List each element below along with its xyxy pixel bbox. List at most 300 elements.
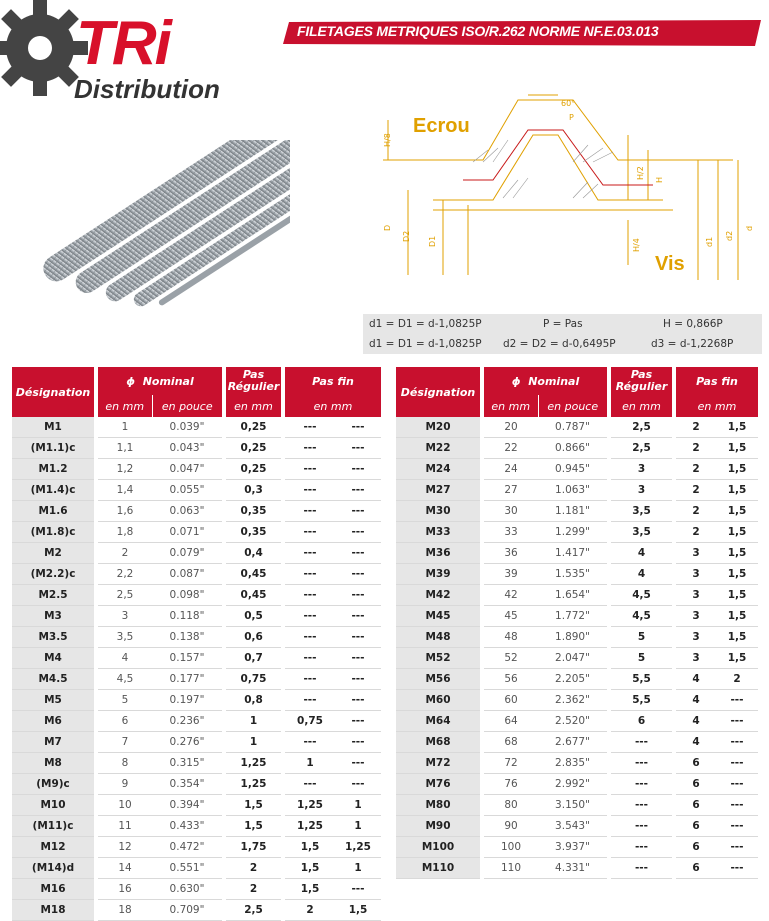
table-row bbox=[12, 522, 381, 543]
diameter-inch-cell: 0.177" bbox=[152, 669, 222, 690]
diameter-inch-cell: 2.520" bbox=[538, 711, 607, 732]
table-row bbox=[396, 774, 758, 795]
designation-cell: M1.6 bbox=[12, 501, 94, 522]
designation-cell: M10 bbox=[12, 795, 94, 816]
diameter-mm-cell: 20 bbox=[484, 417, 538, 438]
col-nominal-label: Nominal bbox=[142, 374, 194, 388]
pitch-fine-1-cell: --- bbox=[285, 480, 335, 501]
designation-cell: M72 bbox=[396, 753, 480, 774]
designation-cell: (M1.4)c bbox=[12, 480, 94, 501]
pitch-fine-2-cell: --- bbox=[335, 585, 381, 606]
diameter-mm-cell: 56 bbox=[484, 669, 538, 690]
pitch-fine-2-cell: 1,5 bbox=[716, 438, 758, 459]
pitch-fine-2-cell: 1,5 bbox=[716, 543, 758, 564]
pitch-fine-1-cell: 4 bbox=[676, 732, 716, 753]
title-banner bbox=[283, 20, 761, 46]
pitch-regular-cell: 2 bbox=[226, 879, 281, 900]
diameter-inch-cell: 0.087" bbox=[152, 564, 222, 585]
pitch-regular-cell: 3 bbox=[611, 459, 672, 480]
table-row bbox=[12, 690, 381, 711]
pitch-fine-2-cell: --- bbox=[716, 816, 758, 837]
col-designation: Désignation bbox=[396, 367, 480, 417]
designation-cell: M36 bbox=[396, 543, 480, 564]
table-row bbox=[12, 501, 381, 522]
diameter-mm-cell: 2 bbox=[98, 543, 152, 564]
designation-cell: (M9)c bbox=[12, 774, 94, 795]
pitch-fine-1-cell: 6 bbox=[676, 837, 716, 858]
diameter-mm-cell: 110 bbox=[484, 858, 538, 879]
diameter-mm-cell: 76 bbox=[484, 774, 538, 795]
table-row bbox=[396, 564, 758, 585]
pitch-fine-2-cell: --- bbox=[335, 648, 381, 669]
col-pas-fin: Pas fin bbox=[676, 367, 758, 395]
pitch-fine-2-cell: --- bbox=[335, 711, 381, 732]
pitch-regular-cell: 5 bbox=[611, 648, 672, 669]
pitch-fine-2-cell: 1 bbox=[335, 795, 381, 816]
designation-cell: M2.5 bbox=[12, 585, 94, 606]
pitch-fine-1-cell: --- bbox=[285, 648, 335, 669]
pitch-regular-cell: 0,25 bbox=[226, 438, 281, 459]
col-nominal-label: Nominal bbox=[528, 374, 580, 388]
pitch-fine-1-cell: --- bbox=[285, 417, 335, 438]
pitch-regular-cell: 2 bbox=[226, 858, 281, 879]
diameter-mm-cell: 7 bbox=[98, 732, 152, 753]
table-row bbox=[396, 459, 758, 480]
diameter-mm-cell: 68 bbox=[484, 732, 538, 753]
table-row bbox=[12, 711, 381, 732]
designation-cell: (M14)d bbox=[12, 858, 94, 879]
designation-cell: M80 bbox=[396, 795, 480, 816]
table-row bbox=[396, 858, 758, 879]
diameter-inch-cell: 1.654" bbox=[538, 585, 607, 606]
diameter-inch-cell: 3.150" bbox=[538, 795, 607, 816]
formula-text: d1 = D1 = d-1,0825P bbox=[369, 318, 482, 330]
pitch-fine-2-cell: 2 bbox=[716, 669, 758, 690]
pitch-fine-2-cell: --- bbox=[335, 480, 381, 501]
table-row bbox=[12, 795, 381, 816]
phi-symbol: ϕ bbox=[511, 374, 521, 388]
pitch-fine-1-cell: 3 bbox=[676, 543, 716, 564]
pitch-fine-1-cell: 3 bbox=[676, 606, 716, 627]
pitch-fine-1-cell: --- bbox=[285, 501, 335, 522]
pitch-fine-1-cell: 1,5 bbox=[285, 858, 335, 879]
diameter-inch-cell: 2.677" bbox=[538, 732, 607, 753]
designation-cell: M56 bbox=[396, 669, 480, 690]
designation-cell: M7 bbox=[12, 732, 94, 753]
pitch-regular-cell: 0,75 bbox=[226, 669, 281, 690]
designation-cell: (M2.2)c bbox=[12, 564, 94, 585]
pitch-regular-cell: 0,8 bbox=[226, 690, 281, 711]
h-label: H bbox=[655, 176, 664, 183]
pitch-fine-1-cell: --- bbox=[285, 585, 335, 606]
pitch-fine-1-cell: 1,5 bbox=[285, 837, 335, 858]
diameter-inch-cell: 0.063" bbox=[152, 501, 222, 522]
diameter-mm-cell: 1,1 bbox=[98, 438, 152, 459]
pitch-fine-2-cell: --- bbox=[716, 774, 758, 795]
diameter-inch-cell: 0.118" bbox=[152, 606, 222, 627]
diameter-mm-cell: 3,5 bbox=[98, 627, 152, 648]
table-row bbox=[396, 480, 758, 501]
diameter-mm-cell: 45 bbox=[484, 606, 538, 627]
pitch-regular-cell: 0,35 bbox=[226, 501, 281, 522]
diameter-mm-cell: 48 bbox=[484, 627, 538, 648]
designation-cell: M33 bbox=[396, 522, 480, 543]
pitch-regular-cell: 4,5 bbox=[611, 585, 672, 606]
pitch-fine-1-cell: 1 bbox=[285, 753, 335, 774]
diameter-inch-cell: 1.535" bbox=[538, 564, 607, 585]
diameter-mm-cell: 1,6 bbox=[98, 501, 152, 522]
pitch-regular-cell: --- bbox=[611, 732, 672, 753]
table-row bbox=[12, 606, 381, 627]
diameter-mm-cell: 100 bbox=[484, 837, 538, 858]
pitch-regular-cell: --- bbox=[611, 774, 672, 795]
pitch-fine-2-cell: 1,5 bbox=[716, 522, 758, 543]
formula-text: H = 0,866P bbox=[663, 318, 723, 330]
pitch-fine-1-cell: --- bbox=[285, 438, 335, 459]
thread-table-right bbox=[396, 367, 758, 879]
diameter-inch-cell: 0.551" bbox=[152, 858, 222, 879]
table-row bbox=[12, 858, 381, 879]
designation-cell: M68 bbox=[396, 732, 480, 753]
phi-symbol: ϕ bbox=[126, 374, 136, 388]
diameter-mm-cell: 10 bbox=[98, 795, 152, 816]
table-row bbox=[396, 438, 758, 459]
col-pas-fin: Pas fin bbox=[285, 367, 381, 395]
pitch-fine-1-cell: 3 bbox=[676, 585, 716, 606]
pitch-fine-1-cell: 2 bbox=[676, 417, 716, 438]
pitch-regular-cell: 0,35 bbox=[226, 522, 281, 543]
col-fin-mm: en mm bbox=[676, 395, 758, 417]
designation-cell: M2 bbox=[12, 543, 94, 564]
pitch-regular-cell: 3,5 bbox=[611, 501, 672, 522]
diameter-mm-cell: 18 bbox=[98, 900, 152, 921]
designation-cell: M20 bbox=[396, 417, 480, 438]
pitch-regular-cell: 2,5 bbox=[226, 900, 281, 921]
table-row bbox=[12, 417, 381, 438]
diameter-inch-cell: 1.417" bbox=[538, 543, 607, 564]
table-row bbox=[396, 669, 758, 690]
diameter-inch-cell: 1.063" bbox=[538, 480, 607, 501]
logo-sub-text: Distribution bbox=[74, 74, 220, 104]
diameter-inch-cell: 2.835" bbox=[538, 753, 607, 774]
pitch-regular-cell: 0,25 bbox=[226, 417, 281, 438]
diameter-inch-cell: 0.945" bbox=[538, 459, 607, 480]
col-reg-mm: en mm bbox=[611, 395, 672, 417]
diameter-inch-cell: 0.197" bbox=[152, 690, 222, 711]
pitch-fine-1-cell: 6 bbox=[676, 774, 716, 795]
diameter-inch-cell: 0.055" bbox=[152, 480, 222, 501]
formula-text: P = Pas bbox=[543, 318, 583, 330]
diameter-inch-cell: 0.138" bbox=[152, 627, 222, 648]
page-title: FILETAGES METRIQUES ISO/R.262 NORME NF.E.03.013 bbox=[297, 23, 659, 39]
table-row bbox=[12, 879, 381, 900]
designation-cell: M52 bbox=[396, 648, 480, 669]
diameter-mm-cell: 60 bbox=[484, 690, 538, 711]
pitch-fine-1-cell: --- bbox=[285, 606, 335, 627]
threaded-rods-image bbox=[40, 140, 290, 315]
diameter-inch-cell: 1.181" bbox=[538, 501, 607, 522]
table-row bbox=[12, 837, 381, 858]
pitch-regular-cell: 0,25 bbox=[226, 459, 281, 480]
table-row bbox=[396, 753, 758, 774]
pitch-fine-1-cell: 6 bbox=[676, 816, 716, 837]
table-row bbox=[396, 690, 758, 711]
pitch-regular-cell: 0,45 bbox=[226, 585, 281, 606]
diameter-inch-cell: 0.472" bbox=[152, 837, 222, 858]
designation-cell: M45 bbox=[396, 606, 480, 627]
table-row bbox=[12, 585, 381, 606]
table-row bbox=[396, 711, 758, 732]
pitch-regular-cell: --- bbox=[611, 753, 672, 774]
diameter-mm-cell: 33 bbox=[484, 522, 538, 543]
diameter-mm-cell: 1,8 bbox=[98, 522, 152, 543]
table-row bbox=[12, 627, 381, 648]
pitch-fine-1-cell: 3 bbox=[676, 627, 716, 648]
d-label: d bbox=[745, 225, 754, 231]
table-row bbox=[396, 837, 758, 858]
designation-cell: (M1.8)c bbox=[12, 522, 94, 543]
diameter-mm-cell: 22 bbox=[484, 438, 538, 459]
diameter-inch-cell: 0.630" bbox=[152, 879, 222, 900]
pitch-regular-cell: 6 bbox=[611, 711, 672, 732]
diameter-mm-cell: 8 bbox=[98, 753, 152, 774]
diameter-inch-cell: 2.992" bbox=[538, 774, 607, 795]
pitch-fine-1-cell: 1,25 bbox=[285, 816, 335, 837]
designation-cell: M27 bbox=[396, 480, 480, 501]
pitch-fine-2-cell: --- bbox=[716, 795, 758, 816]
pitch-regular-cell: 1,5 bbox=[226, 816, 281, 837]
diameter-mm-cell: 6 bbox=[98, 711, 152, 732]
nut-label: Ecrou bbox=[413, 115, 470, 137]
formula-text: d1 = D1 = d-1,0825P bbox=[369, 338, 482, 350]
pitch-fine-2-cell: 1,5 bbox=[716, 564, 758, 585]
pitch-fine-1-cell: --- bbox=[285, 669, 335, 690]
diameter-mm-cell: 3 bbox=[98, 606, 152, 627]
diameter-inch-cell: 0.236" bbox=[152, 711, 222, 732]
pitch-regular-cell: --- bbox=[611, 858, 672, 879]
col-reg-mm: en mm bbox=[226, 395, 281, 417]
col-nominal bbox=[98, 367, 222, 395]
designation-cell: M110 bbox=[396, 858, 480, 879]
pitch-fine-2-cell: --- bbox=[335, 669, 381, 690]
designation-cell: (M1.1)c bbox=[12, 438, 94, 459]
pitch-fine-1-cell: --- bbox=[285, 564, 335, 585]
pitch-fine-2-cell: 1,5 bbox=[716, 417, 758, 438]
pitch-fine-1-cell: 6 bbox=[676, 795, 716, 816]
pitch-regular-cell: 4 bbox=[611, 543, 672, 564]
pitch-fine-2-cell: 1,5 bbox=[716, 648, 758, 669]
col-pas-regulier: Pas Régulier bbox=[611, 367, 672, 395]
pitch-fine-2-cell: --- bbox=[335, 732, 381, 753]
D1-label: D1 bbox=[428, 235, 437, 247]
diameter-inch-cell: 0.315" bbox=[152, 753, 222, 774]
designation-cell: M64 bbox=[396, 711, 480, 732]
pitch-fine-1-cell: --- bbox=[285, 522, 335, 543]
designation-cell: M100 bbox=[396, 837, 480, 858]
table-row bbox=[12, 774, 381, 795]
table-row bbox=[12, 480, 381, 501]
diameter-mm-cell: 5 bbox=[98, 690, 152, 711]
formula-text: d2 = D2 = d-0,6495P bbox=[503, 338, 616, 350]
pitch-fine-2-cell: --- bbox=[335, 564, 381, 585]
designation-cell: M6 bbox=[12, 711, 94, 732]
designation-cell: M48 bbox=[396, 627, 480, 648]
diameter-inch-cell: 1.772" bbox=[538, 606, 607, 627]
designation-cell: M3 bbox=[12, 606, 94, 627]
pitch-fine-1-cell: 2 bbox=[676, 501, 716, 522]
pitch-fine-1-cell: 3 bbox=[676, 564, 716, 585]
pitch-fine-1-cell: 0,75 bbox=[285, 711, 335, 732]
col-pas-regulier: Pas Régulier bbox=[227, 368, 280, 393]
brand-logo bbox=[0, 0, 270, 110]
pitch-fine-2-cell: --- bbox=[716, 837, 758, 858]
pitch-regular-cell: 0,5 bbox=[226, 606, 281, 627]
logo-main-text: TRi bbox=[76, 9, 170, 78]
designation-cell: M76 bbox=[396, 774, 480, 795]
diameter-mm-cell: 16 bbox=[98, 879, 152, 900]
pitch-fine-1-cell: --- bbox=[285, 690, 335, 711]
diameter-mm-cell: 90 bbox=[484, 816, 538, 837]
pitch-regular-cell: 1,25 bbox=[226, 753, 281, 774]
diameter-mm-cell: 14 bbox=[98, 858, 152, 879]
table-row bbox=[396, 585, 758, 606]
pitch-regular-cell: 1 bbox=[226, 711, 281, 732]
pitch-regular-cell: 1,25 bbox=[226, 774, 281, 795]
angle-label: 60° bbox=[561, 99, 576, 108]
table-row bbox=[396, 501, 758, 522]
screw-label: Vis bbox=[655, 253, 685, 275]
table-row bbox=[396, 816, 758, 837]
diameter-inch-cell: 0.047" bbox=[152, 459, 222, 480]
d2-label: d2 bbox=[725, 230, 734, 241]
col-nominal bbox=[484, 367, 607, 395]
pitch-fine-1-cell: 6 bbox=[676, 753, 716, 774]
diameter-inch-cell: 4.331" bbox=[538, 858, 607, 879]
pitch-fine-1-cell: --- bbox=[285, 732, 335, 753]
pitch-fine-2-cell: 1,5 bbox=[716, 606, 758, 627]
D-label: D bbox=[383, 224, 392, 231]
designation-cell: M24 bbox=[396, 459, 480, 480]
diameter-inch-cell: 3.543" bbox=[538, 816, 607, 837]
diameter-inch-cell: 3.937" bbox=[538, 837, 607, 858]
table-row bbox=[396, 648, 758, 669]
pitch-regular-cell: 5,5 bbox=[611, 669, 672, 690]
pitch-fine-2-cell: --- bbox=[716, 690, 758, 711]
pitch-fine-2-cell: 1,5 bbox=[716, 585, 758, 606]
pitch-regular-cell: --- bbox=[611, 837, 672, 858]
pitch-regular-cell: --- bbox=[611, 795, 672, 816]
pitch-fine-2-cell: --- bbox=[335, 543, 381, 564]
table-row bbox=[12, 564, 381, 585]
col-en-pouce: en pouce bbox=[152, 395, 222, 417]
pitch-fine-1-cell: --- bbox=[285, 774, 335, 795]
diameter-mm-cell: 36 bbox=[484, 543, 538, 564]
diameter-mm-cell: 1 bbox=[98, 417, 152, 438]
table-row bbox=[12, 753, 381, 774]
pitch-fine-1-cell: 1,25 bbox=[285, 795, 335, 816]
thread-table-left bbox=[12, 367, 381, 921]
diameter-inch-cell: 0.079" bbox=[152, 543, 222, 564]
diameter-mm-cell: 39 bbox=[484, 564, 538, 585]
diameter-mm-cell: 9 bbox=[98, 774, 152, 795]
diameter-mm-cell: 1,4 bbox=[98, 480, 152, 501]
pitch-fine-1-cell: 2 bbox=[676, 480, 716, 501]
diameter-inch-cell: 0.039" bbox=[152, 417, 222, 438]
table-row bbox=[12, 648, 381, 669]
table-row bbox=[396, 522, 758, 543]
designation-cell: M5 bbox=[12, 690, 94, 711]
pitch-regular-cell: 1,5 bbox=[226, 795, 281, 816]
diameter-mm-cell: 64 bbox=[484, 711, 538, 732]
pitch-fine-2-cell: 1,5 bbox=[716, 501, 758, 522]
diameter-inch-cell: 0.098" bbox=[152, 585, 222, 606]
pitch-fine-1-cell: 6 bbox=[676, 858, 716, 879]
pitch-regular-cell: 1,75 bbox=[226, 837, 281, 858]
designation-cell: M8 bbox=[12, 753, 94, 774]
col-en-mm: en mm bbox=[484, 395, 538, 417]
designation-cell: M39 bbox=[396, 564, 480, 585]
h4-label: H/4 bbox=[632, 238, 641, 252]
col-fin-mm: en mm bbox=[285, 395, 381, 417]
table-row bbox=[12, 438, 381, 459]
pitch-fine-1-cell: 2 bbox=[285, 900, 335, 921]
table-row bbox=[12, 543, 381, 564]
pitch-fine-1-cell: 2 bbox=[676, 459, 716, 480]
diameter-inch-cell: 0.354" bbox=[152, 774, 222, 795]
diameter-mm-cell: 4 bbox=[98, 648, 152, 669]
designation-cell: (M11)c bbox=[12, 816, 94, 837]
pitch-fine-2-cell: --- bbox=[335, 522, 381, 543]
diameter-mm-cell: 80 bbox=[484, 795, 538, 816]
table-row bbox=[396, 417, 758, 438]
table-row bbox=[396, 543, 758, 564]
pitch-fine-2-cell: 1,5 bbox=[335, 900, 381, 921]
designation-cell: M4.5 bbox=[12, 669, 94, 690]
designation-cell: M16 bbox=[12, 879, 94, 900]
designation-cell: M90 bbox=[396, 816, 480, 837]
pitch-fine-2-cell: 1,25 bbox=[335, 837, 381, 858]
diameter-inch-cell: 0.433" bbox=[152, 816, 222, 837]
pitch-regular-cell: 3 bbox=[611, 480, 672, 501]
diameter-inch-cell: 0.394" bbox=[152, 795, 222, 816]
table-row bbox=[396, 627, 758, 648]
diameter-mm-cell: 24 bbox=[484, 459, 538, 480]
col-designation: Désignation bbox=[12, 367, 94, 417]
pitch-fine-1-cell: --- bbox=[285, 627, 335, 648]
pitch-fine-2-cell: --- bbox=[335, 753, 381, 774]
table-row bbox=[12, 816, 381, 837]
diameter-mm-cell: 30 bbox=[484, 501, 538, 522]
col-en-pouce: en pouce bbox=[538, 395, 607, 417]
diameter-mm-cell: 12 bbox=[98, 837, 152, 858]
pitch-regular-cell: 5,5 bbox=[611, 690, 672, 711]
pitch-fine-1-cell: 3 bbox=[676, 648, 716, 669]
pitch-regular-cell: 5 bbox=[611, 627, 672, 648]
pitch-fine-2-cell: --- bbox=[335, 606, 381, 627]
pitch-fine-1-cell: 2 bbox=[676, 522, 716, 543]
diameter-mm-cell: 42 bbox=[484, 585, 538, 606]
pitch-fine-1-cell: 4 bbox=[676, 669, 716, 690]
designation-cell: M60 bbox=[396, 690, 480, 711]
pitch-fine-2-cell: --- bbox=[335, 774, 381, 795]
designation-cell: M22 bbox=[396, 438, 480, 459]
diameter-inch-cell: 2.205" bbox=[538, 669, 607, 690]
formula-row-1 bbox=[363, 314, 762, 334]
diameter-inch-cell: 0.866" bbox=[538, 438, 607, 459]
diameter-inch-cell: 1.299" bbox=[538, 522, 607, 543]
pitch-label: P bbox=[569, 113, 574, 122]
pitch-fine-2-cell: --- bbox=[335, 501, 381, 522]
